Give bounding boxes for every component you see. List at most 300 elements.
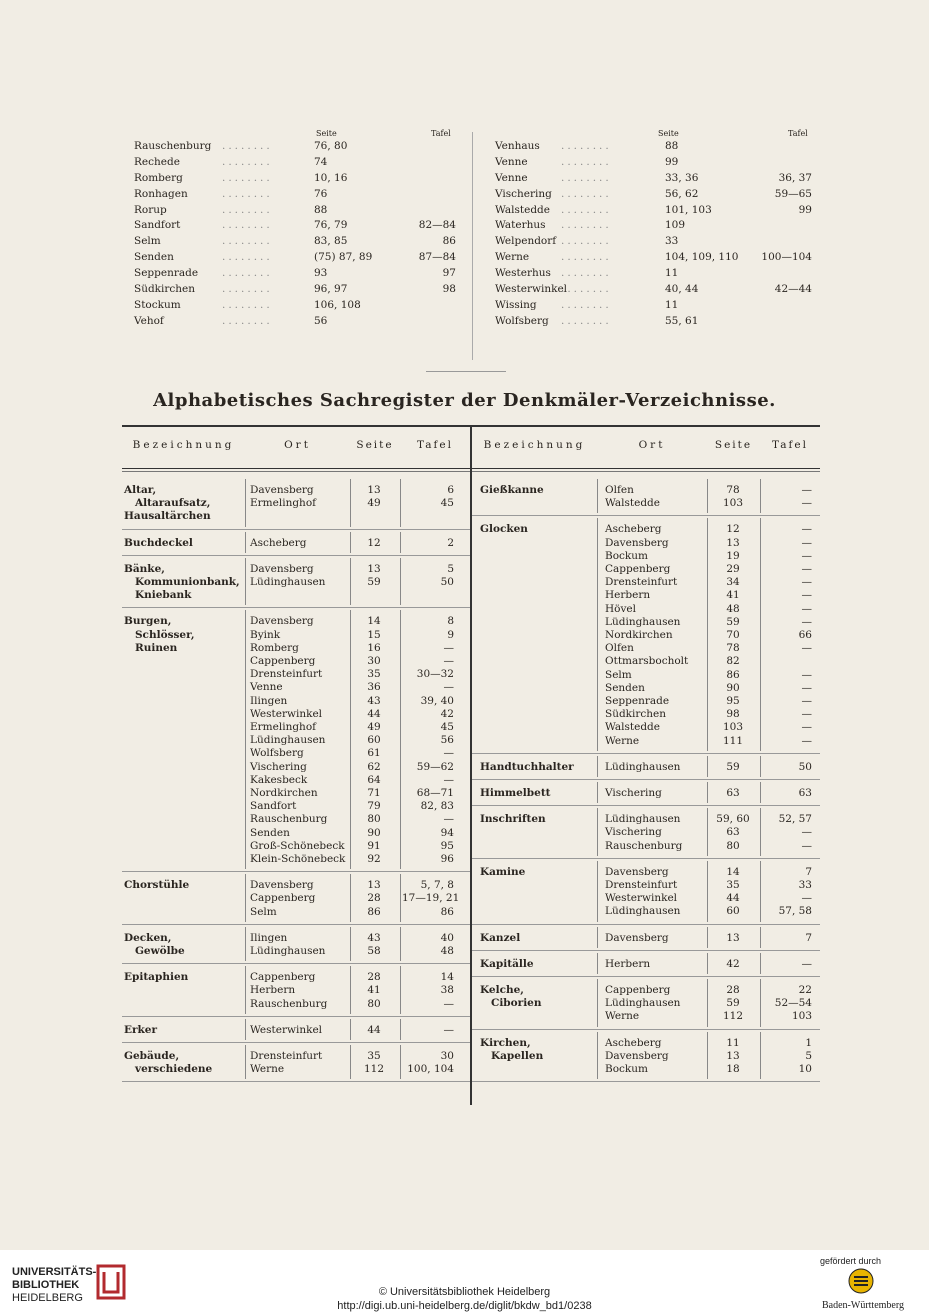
entry-term: Gießkanne [480,484,544,496]
row-rule [122,555,470,556]
column-rule [707,927,708,948]
tafel-header: Tafel [788,129,808,138]
column-rule [597,861,598,922]
page-ref: 88 [665,140,679,152]
place-list-right [495,126,815,330]
entry-page: 12 13 19 29 34 41 48 59 70 78 82 86 90 95 98 103 111 [722,523,744,747]
place-entry [495,218,815,234]
page-ref: 96, 97 [314,283,348,296]
page-ref: 74 [314,155,328,168]
entry-plate: 1 5 10 [798,1036,812,1075]
place-entry [495,282,815,298]
place-entry [134,266,460,282]
leader-dots: ........ [561,235,612,248]
entry-place: Davensberg Cappenberg Selm [250,879,316,918]
entry-plate: — — [801,484,812,510]
row-rule [122,1081,470,1082]
row-rule [472,1029,820,1030]
entry-place: Davensberg Ermelinghof [250,484,317,510]
column-rule [707,808,708,856]
place-name: Wolfsberg [495,314,549,327]
page-ref: 10, 16 [314,171,348,184]
page-ref: 93 [314,267,328,280]
header-ort-right: Ort [638,439,666,451]
entry-plate: 22 52—54 103 [774,984,812,1023]
column-rule [400,874,401,922]
entry-term: Altar, Altaraufsatz, Hausaltärchen [124,484,211,523]
place-name: Ronhagen [134,187,188,200]
entry-plate: 40 48 [440,931,454,957]
place-entry [134,155,460,171]
plate-ref: 59—65 [774,187,812,200]
place-entry [134,234,460,250]
entry-page: 43 58 [367,931,381,957]
column-rule [245,1019,246,1040]
column-divider [472,132,473,360]
register-entry [472,484,820,523]
place-entry [495,234,815,250]
column-rule [760,953,761,974]
place-name: Venne [495,171,528,184]
register-entry [122,1050,470,1089]
column-rule [597,782,598,803]
copyright-text: © Universitätsbibliothek Heidelberg [378,1286,551,1298]
register-entry [122,879,470,932]
entry-place: Davensberg Byink Romberg Cappenberg Drensteinfurt Venne Ilingen Westerwinkel Ermelinghof Lüdinghausen Wolfsberg Vischering Kakesbeck Nordkirchen Sandfort Rauschenburg Senden Groß-Schönebeck Klein-Schönebeck [250,615,346,866]
place-name: Seppenrade [134,267,199,280]
entry-page: 59, 60 63 80 [716,813,750,852]
page-ref: 55, 61 [665,314,699,327]
column-rule [350,874,351,922]
place-name: Romberg [134,171,183,184]
place-name: Rorup [134,203,167,216]
entry-place: Davensberg Lüdinghausen [250,562,326,588]
place-entry [134,314,460,330]
entry-page: 13 [726,931,740,944]
entry-term: Handtuchhalter [480,760,574,773]
tafel-header: Tafel [431,129,451,138]
leader-dots: ........ [561,267,612,280]
entry-page: 59 [726,760,740,773]
row-rule [472,805,820,806]
place-entry [495,187,815,203]
header-seite-right: Seite [714,439,753,451]
entry-term: Gebäude, verschiedene [124,1050,213,1076]
entry-plate: 5 50 [440,562,454,588]
permalink[interactable]: http://digi.ub.uni-heidelberg.de/diglit/bkdw_bd1/0238 [337,1300,592,1312]
place-name: Sandfort [134,219,181,232]
entry-term: Buchdeckel [124,536,193,549]
entry-place: Cappenberg Lüdinghausen Werne [605,984,681,1023]
register-entry [472,761,820,787]
leader-dots: ........ [222,219,273,232]
entry-plate: 52, 57 — — [778,813,812,852]
page-ref: 99 [665,155,679,168]
register-entry [472,984,820,1037]
column-rule [597,979,598,1027]
entry-place: Lüdinghausen [605,760,681,773]
entry-term: Decken, Gewölbe [124,931,185,957]
entry-place: Drensteinfurt Werne [250,1050,323,1076]
page-ref: 76, 80 [314,140,348,152]
entry-term: Himmelbett [480,787,551,799]
register-entry [122,615,470,879]
column-rule [400,1019,401,1040]
entry-page: 12 [367,536,381,549]
entry-plate: 30 100, 104 [407,1050,454,1076]
entry-plate: — [443,1023,454,1036]
row-rule [122,607,470,608]
place-entry [495,203,815,219]
column-rule [350,479,351,527]
row-rule [472,950,820,951]
column-rule [707,756,708,777]
place-entry [495,298,815,314]
header-seite: Seite [356,439,394,451]
entry-plate: 7 33 — 57, 58 [778,865,812,918]
place-list-left [134,126,460,330]
entry-term: Kelche, Ciborien [480,984,542,1010]
header-bezeichnung-right: Bezeichnung [483,439,586,451]
column-rule [760,927,761,948]
list-header [134,126,460,139]
row-rule [122,871,470,872]
column-rule [350,558,351,606]
place-entry [134,250,460,266]
entry-page: 28 41 80 [367,971,381,1010]
row-rule [122,1016,470,1017]
place-name: Venhaus [495,140,540,152]
leader-dots: ........ [222,140,273,152]
entry-page: 11 13 18 [726,1036,740,1075]
entry-term: Bänke, Kommunionbank, Kniebank [124,562,240,602]
crest-icon [848,1268,874,1294]
leader-dots: ........ [561,140,612,152]
column-rule [760,782,761,803]
column-rule [597,808,598,856]
place-name: Selm [134,235,161,248]
page-ref: 76, 79 [314,219,348,232]
entry-page: 35 112 [363,1050,385,1076]
entry-place: Cappenberg Herbern Rauschenburg [250,971,328,1010]
leader-dots: ........ [222,314,273,327]
column-rule [350,1019,351,1040]
page-ref: 40, 44 [665,283,699,296]
place-entry [134,139,460,155]
entry-place: Lüdinghausen Vischering Rauschenburg [605,813,683,852]
leader-dots: ........ [222,187,273,200]
column-rule [597,756,598,777]
entry-plate: 5, 7, 8 17—19, 21 86 [402,879,460,918]
row-rule [472,753,820,754]
plate-ref: 82—84 [418,219,456,232]
column-rule [597,953,598,974]
plate-ref: 87—84 [418,251,456,264]
leader-dots: ........ [561,155,612,168]
section-title: Alphabetisches Sachregister der Denkmäler-Verzeichnisse. [153,390,776,411]
plate-ref: 86 [442,235,456,248]
leader-dots: ........ [561,187,612,200]
leader-dots: ........ [222,155,273,168]
column-rule [350,610,351,869]
seite-header: Seite [658,129,679,138]
place-entry [134,187,460,203]
entry-term: Epitaphien [124,971,189,984]
column-rule [245,479,246,527]
entry-term: Inschriften [480,813,546,826]
page-ref: 33 [665,235,679,248]
plate-ref: 36, 37 [778,171,812,184]
place-entry [495,171,815,187]
place-entry [495,314,815,330]
header-bezeichnung: Bezeichnung [132,439,235,451]
place-name: Südkirchen [134,283,196,296]
register-entry [472,1037,820,1090]
register-entry [122,1024,470,1050]
entry-place: Olfen Walstedde [605,484,660,510]
entry-term: Burgen, Schlösser, Ruinen [124,615,195,654]
plate-ref: 98 [442,283,456,296]
column-rule [245,927,246,961]
column-rule [707,1032,708,1080]
place-entry [495,266,815,282]
library-name-3: HEIDELBERG [12,1292,83,1304]
place-entry [134,203,460,219]
entry-plate: 50 [798,760,812,773]
entry-place: Herbern [605,957,651,970]
register-entry [472,932,820,958]
place-name: Westerhus [495,267,551,280]
column-rule [400,1045,401,1079]
column-rule [760,808,761,856]
column-rule [400,927,401,961]
entry-page: 14 35 44 60 [726,865,740,918]
entry-page: 42 [726,957,740,970]
entry-page: 13 28 86 [367,879,381,918]
row-rule [472,976,820,977]
header-tafel-right: Tafel [772,439,808,451]
entry-place: Davensberg Drensteinfurt Westerwinkel Lüdinghausen [605,865,681,918]
column-rule [707,861,708,922]
entry-term: Kirchen, Kapellen [480,1036,544,1062]
register-entry [122,563,470,616]
column-rule [760,979,761,1027]
register-entry [122,484,470,537]
plate-ref: 97 [442,267,456,280]
column-rule [707,518,708,750]
place-name: Vehof [134,314,164,327]
column-rule [707,979,708,1027]
page-ref: (75) 87, 89 [314,251,373,264]
page-ref: 106, 108 [314,298,361,311]
seite-header: Seite [316,129,337,138]
place-name: Stockum [134,298,181,311]
page-ref: 33, 36 [665,171,699,184]
row-rule [472,924,820,925]
entry-plate: 6 45 [440,484,454,510]
funded-by-label: gefördert durch [820,1256,882,1266]
leader-dots: ........ [222,235,273,248]
leader-dots: ........ [561,171,612,184]
row-rule [122,1042,470,1043]
register-entry [472,866,820,932]
register-entry [472,787,820,813]
entry-plate: — [801,957,812,970]
row-rule [472,515,820,516]
entry-page: 28 59 112 [722,984,744,1023]
leader-dots: ........ [561,203,612,216]
row-rule [122,529,470,530]
leader-dots: ........ [222,283,273,296]
entry-term: Glocken [480,523,528,536]
place-name: Werne [495,251,530,264]
column-rule [707,782,708,803]
column-rule [400,966,401,1014]
entry-place: Ilingen Lüdinghausen [250,931,326,957]
leader-dots: ........ [222,267,273,280]
place-name: Wissing [495,298,537,311]
register-entry [472,523,820,760]
column-rule [707,953,708,974]
place-entry [495,155,815,171]
entry-page: 78 103 [722,484,744,510]
register-table [122,425,820,1105]
page-ref: 83, 85 [314,235,348,248]
column-rule [400,479,401,527]
entry-plate: 14 38 — [440,971,454,1010]
column-rule [245,966,246,1014]
page-ref: 104, 109, 110 [665,251,739,264]
entry-page: 13 59 [367,562,381,588]
column-rule [245,874,246,922]
page-ref: 56, 62 [665,187,699,200]
page-ref: 11 [665,267,679,280]
register-entry [122,971,470,1024]
column-rule [400,532,401,553]
plate-ref: 42—44 [774,283,812,296]
footer-bar [0,1250,929,1316]
entry-place: Davensberg [605,931,669,944]
column-rule [245,558,246,606]
entry-place: Vischering [605,787,662,799]
header-tafel: Tafel [417,439,453,451]
place-name: Walstedde [495,203,550,216]
entry-term: Kanzel [480,931,521,944]
page-ref: 88 [314,203,328,216]
row-rule [472,858,820,859]
entry-place: Ascheberg Davensberg Bockum [605,1036,669,1075]
place-name: Waterhus [495,219,546,232]
register-entry [472,958,820,984]
leader-dots: ........ [561,283,612,296]
place-name: Venne [495,155,528,168]
entry-term: Kapitälle [480,957,534,970]
column-rule [245,610,246,869]
funder-name: Baden-Württemberg [822,1300,905,1311]
register-entry [122,537,470,563]
place-name: Westerwinkel [495,283,568,296]
register-entry [472,813,820,866]
header-ort: Ort [284,439,311,451]
page-ref: 56 [314,314,328,327]
column-rule [707,479,708,513]
entry-term: Erker [124,1023,158,1036]
leader-dots: ........ [561,298,612,311]
column-rule [760,861,761,922]
row-rule [122,924,470,925]
column-rule [400,610,401,869]
page-ref: 109 [665,219,686,232]
place-entry [134,171,460,187]
entry-page: 14 15 16 30 35 36 43 44 49 60 61 62 64 71 79 80 90 91 92 [367,615,381,866]
entry-place: Westerwinkel [250,1023,323,1036]
entry-plate: 8 9 — — 30—32 — 39, 40 42 45 56 — 59—62 — 68—71 82, 83 — 94 95 96 [416,615,454,866]
row-rule [122,963,470,964]
column-rule [760,518,761,750]
column-rule [350,966,351,1014]
plate-ref: 99 [798,203,812,216]
page-ref: 11 [665,298,679,311]
column-rule [400,558,401,606]
leader-dots: ........ [561,251,612,264]
plate-ref: 100—104 [761,251,812,264]
place-name: Welpendorf [495,235,557,248]
leader-dots: ........ [222,251,273,264]
column-rule [760,479,761,513]
leader-dots: ........ [561,219,612,232]
leader-dots: ........ [222,203,273,216]
column-rule [597,1032,598,1080]
column-rule [597,927,598,948]
entry-place: Ascheberg Davensberg Bockum Cappenberg Drensteinfurt Herbern Hövel Lüdinghausen Nordkirchen Olfen Ottmarsbocholt Selm Senden Seppenrade Südkirchen Walstedde Werne [605,523,689,747]
place-name: Vischering [495,187,552,200]
entry-plate: — — — — — — — — 66 — — — — — — — [798,523,812,747]
place-name: Senden [134,251,174,264]
leader-dots: ........ [222,171,273,184]
place-entry [495,250,815,266]
place-entry [134,218,460,234]
entry-plate: 63 [798,787,812,799]
entry-place: Ascheberg [250,536,307,549]
library-name-2: BIBLIOTHEK [12,1279,80,1291]
row-rule [472,779,820,780]
place-entry [495,139,815,155]
entry-page: 13 49 [367,484,381,510]
column-rule [760,756,761,777]
page-ref: 101, 103 [665,203,712,216]
entry-term: Chorstühle [124,879,190,892]
list-header [495,126,815,139]
page-ref: 76 [314,187,328,200]
entry-page: 63 [726,787,740,799]
place-entry [134,298,460,314]
column-rule [245,532,246,553]
column-rule [245,1045,246,1079]
entry-page: 44 [367,1023,381,1036]
leader-dots: ........ [561,314,612,327]
row-rule [472,1081,820,1082]
entry-plate: 2 [447,536,454,549]
column-rule [350,1045,351,1079]
place-name: Rechede [134,155,180,168]
column-rule [597,479,598,513]
entry-plate: 7 [805,931,812,944]
column-rule [350,927,351,961]
column-rule [760,1032,761,1080]
column-rule [350,532,351,553]
entry-term: Kamine [480,865,526,878]
register-entry [122,932,470,971]
